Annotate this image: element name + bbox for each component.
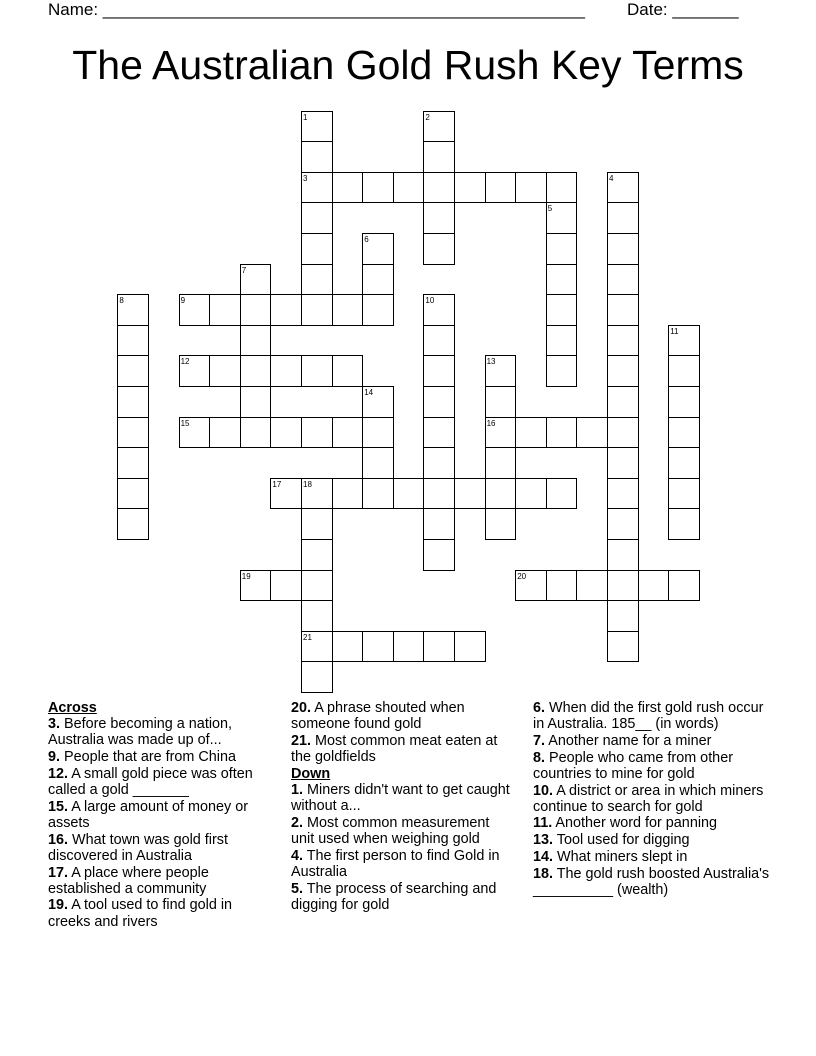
crossword-cell[interactable]	[423, 447, 455, 479]
crossword-cell[interactable]	[362, 447, 394, 479]
clue-item	[291, 782, 516, 814]
crossword-cell[interactable]	[301, 355, 333, 387]
crossword-cell[interactable]	[270, 478, 302, 510]
crossword-cell[interactable]	[515, 417, 547, 449]
crossword-cell[interactable]	[668, 508, 700, 540]
clue-item-number: 13.	[533, 832, 554, 849]
crossword-cell[interactable]	[117, 478, 149, 510]
crossword-cell[interactable]	[607, 508, 639, 540]
crossword-cell[interactable]	[179, 294, 211, 326]
crossword-cell[interactable]	[668, 417, 700, 449]
clue-item-text: The process of searching and digging for gold	[291, 880, 497, 913]
clue-number: 19	[241, 571, 251, 581]
crossword-cell[interactable]	[362, 417, 394, 449]
crossword-cell[interactable]	[362, 631, 394, 663]
crossword-cell[interactable]	[270, 417, 302, 449]
clue-item-number: 5.	[291, 880, 304, 897]
clue-item	[291, 815, 516, 847]
crossword-cell[interactable]	[423, 202, 455, 234]
clue-item-number: 6.	[533, 700, 546, 716]
crossword-cell[interactable]	[393, 631, 425, 663]
clue-number: 2	[425, 112, 430, 122]
clue-item	[291, 700, 516, 732]
clue-item	[48, 766, 270, 798]
clue-item	[291, 733, 516, 765]
crossword-cell[interactable]	[423, 111, 455, 143]
clue-item-text: The gold rush boosted Australia's __________ (wealth)	[533, 865, 770, 898]
clue-item-text: A small gold piece was often called a gold _______	[48, 765, 253, 799]
clue-item-number: 9.	[48, 749, 61, 766]
clue-item-text: When did the first gold rush occur in Australia. 185__ (in words)	[533, 700, 764, 733]
clue-number: 8	[119, 296, 124, 306]
crossword-cell[interactable]	[638, 570, 670, 602]
clue-item-number: 16.	[48, 831, 69, 848]
crossword-cell[interactable]	[607, 355, 639, 387]
crossword-cell[interactable]	[117, 325, 149, 357]
crossword-cell[interactable]	[362, 386, 394, 418]
across-clue-list	[48, 716, 270, 930]
crossword-cell[interactable]	[240, 355, 272, 387]
clue-item	[48, 716, 270, 748]
clue-item-number: 7.	[533, 732, 546, 749]
clue-item-number: 15.	[48, 798, 69, 815]
crossword-cell[interactable]	[240, 325, 272, 357]
crossword-cell[interactable]	[454, 172, 486, 204]
clue-item	[533, 815, 773, 831]
clue-item	[533, 849, 773, 865]
crossword-cell[interactable]	[546, 417, 578, 449]
clue-item	[291, 848, 516, 880]
crossword-cell[interactable]	[607, 264, 639, 296]
clue-item-text: People that are from China	[60, 749, 236, 766]
clue-item-number: 21.	[291, 732, 312, 749]
across-heading: Across	[48, 700, 97, 716]
crossword-cell[interactable]	[209, 294, 241, 326]
crossword-cell[interactable]	[332, 478, 364, 510]
crossword-cell[interactable]	[270, 294, 302, 326]
crossword-cell[interactable]	[423, 141, 455, 173]
crossword-cell[interactable]	[546, 172, 578, 204]
clue-column-1	[48, 700, 270, 930]
crossword-cell[interactable]	[546, 325, 578, 357]
clue-number: 11	[670, 326, 679, 336]
clue-item	[48, 799, 270, 831]
down-heading: Down	[291, 765, 331, 782]
clue-item-text: A tool used to find gold in creeks and rivers	[48, 897, 233, 930]
crossword-cell[interactable]	[393, 172, 425, 204]
clue-item-number: 4.	[291, 847, 304, 864]
crossword-cell[interactable]	[668, 570, 700, 602]
crossword-cell[interactable]	[515, 172, 547, 204]
clue-column-2	[291, 700, 516, 914]
clue-number: 10	[425, 296, 435, 306]
crossword-cell[interactable]	[607, 447, 639, 479]
crossword-cell[interactable]	[240, 294, 272, 326]
clue-item-number: 19.	[48, 897, 69, 914]
crossword-cell[interactable]	[362, 478, 394, 510]
clue-item-number: 1.	[291, 782, 304, 799]
clue-item-number: 11.	[533, 815, 553, 832]
crossword-cell[interactable]	[301, 508, 333, 540]
crossword-cell[interactable]	[301, 172, 333, 204]
clue-number: 3	[303, 173, 308, 183]
crossword-cell[interactable]	[117, 417, 149, 449]
clue-item-number: 2.	[291, 814, 304, 831]
crossword-cell[interactable]	[179, 417, 211, 449]
clue-item-text: Before becoming a nation, Australia was made up of...	[48, 716, 233, 749]
crossword-cell[interactable]	[607, 233, 639, 265]
clue-item	[533, 700, 773, 732]
crossword-cell[interactable]	[301, 264, 333, 296]
crossword-cell[interactable]	[546, 202, 578, 234]
crossword-cell[interactable]	[423, 294, 455, 326]
date-field-label: Date: _______	[627, 0, 739, 19]
crossword-cell[interactable]	[423, 631, 455, 663]
crossword-cell[interactable]	[393, 478, 425, 510]
crossword-cell[interactable]	[423, 417, 455, 449]
crossword-cell[interactable]	[301, 417, 333, 449]
crossword-cell[interactable]	[485, 417, 517, 449]
crossword-cell[interactable]	[485, 386, 517, 418]
crossword-cell[interactable]	[332, 631, 364, 663]
crossword-cell[interactable]	[362, 264, 394, 296]
clue-number: 1	[303, 112, 308, 122]
clue-item	[48, 749, 270, 765]
crossword-cell[interactable]	[485, 508, 517, 540]
crossword-cell[interactable]	[332, 355, 364, 387]
crossword-cell[interactable]	[668, 355, 700, 387]
name-field-label: Name: ___________________________________________________	[48, 0, 585, 19]
crossword-cell[interactable]	[546, 355, 578, 387]
crossword-cell[interactable]	[668, 386, 700, 418]
clue-number: 12	[180, 357, 190, 367]
crossword-cell[interactable]	[362, 172, 394, 204]
crossword-cell[interactable]	[301, 478, 333, 510]
crossword-cell[interactable]	[301, 631, 333, 663]
crossword-cell[interactable]	[607, 417, 639, 449]
crossword-cell[interactable]	[301, 111, 333, 143]
clue-item-number: 17.	[48, 864, 69, 881]
clue-item-number: 10.	[533, 782, 554, 799]
clue-item	[533, 733, 773, 749]
clue-number: 6	[364, 235, 369, 244]
clue-item-text: What town was gold first discovered in Australia	[48, 831, 228, 864]
crossword-cell[interactable]	[423, 386, 455, 418]
crossword-cell[interactable]	[301, 600, 333, 632]
crossword-cell[interactable]	[301, 233, 333, 265]
crossword-cell[interactable]	[515, 570, 547, 602]
crossword-cell[interactable]	[117, 508, 149, 540]
crossword-cell[interactable]	[607, 172, 639, 204]
clue-item	[533, 750, 773, 782]
crossword-cell[interactable]	[485, 478, 517, 510]
clue-number: 14	[364, 388, 374, 397]
crossword-cell[interactable]	[607, 202, 639, 234]
down-clue-list	[291, 782, 516, 913]
clue-number: 17	[272, 479, 282, 489]
crossword-cell[interactable]	[117, 386, 149, 418]
crossword-cell[interactable]	[423, 172, 455, 204]
page-title: The Australian Gold Rush Key Terms	[72, 42, 744, 88]
crossword-cell[interactable]	[179, 355, 211, 387]
clue-item	[533, 832, 773, 848]
crossword-cell[interactable]	[546, 294, 578, 326]
crossword-cell[interactable]	[546, 478, 578, 510]
clue-item	[48, 865, 270, 897]
crossword-cell[interactable]	[576, 417, 608, 449]
crossword-cell[interactable]	[209, 417, 241, 449]
clue-item	[291, 881, 516, 913]
crossword-cell[interactable]	[423, 508, 455, 540]
clue-item	[48, 897, 270, 929]
clue-item	[533, 866, 773, 898]
crossword-cell[interactable]	[546, 233, 578, 265]
clue-item-number: 20.	[291, 700, 312, 716]
clue-item-text: A large amount of money or assets	[48, 798, 249, 831]
clue-item-text: The first person to find Gold in Australia	[291, 847, 500, 881]
clue-item-text: A district or area in which miners continue to search for gold	[533, 782, 764, 815]
crossword-cell[interactable]	[485, 447, 517, 479]
crossword-cell[interactable]	[607, 294, 639, 326]
crossword-cell[interactable]	[607, 386, 639, 418]
clue-item-text: What miners slept in	[553, 848, 688, 865]
crossword-cell[interactable]	[607, 325, 639, 357]
crossword-cell[interactable]	[240, 417, 272, 449]
crossword-cell[interactable]	[607, 539, 639, 571]
crossword-cell[interactable]	[423, 325, 455, 357]
crossword-cell[interactable]	[668, 447, 700, 479]
crossword-cell[interactable]	[454, 478, 486, 510]
crossword-cell[interactable]	[270, 570, 302, 602]
crossword-cell[interactable]	[607, 600, 639, 632]
clue-item-number: 3.	[48, 716, 61, 733]
clue-number: 21	[303, 632, 312, 642]
clue-item-number: 18.	[533, 865, 554, 882]
clue-item-text: Tool used for digging	[553, 832, 690, 849]
clue-number: 13	[486, 357, 496, 367]
crossword-cell[interactable]	[607, 570, 639, 602]
crossword-cell[interactable]	[117, 355, 149, 387]
clue-item-text: Most common meat eaten at the goldfields	[291, 732, 498, 766]
down-clue-list-continued	[533, 700, 773, 898]
crossword-cell[interactable]	[607, 478, 639, 510]
clue-item-number: 12.	[48, 765, 69, 782]
clue-item-text: Miners didn't want to get caught without a...	[291, 782, 510, 815]
clue-number: 4	[609, 173, 614, 183]
clue-number: 18	[303, 479, 312, 489]
clue-item	[48, 832, 270, 864]
crossword-cell[interactable]	[546, 570, 578, 602]
clue-number: 9	[180, 296, 186, 306]
crossword-cell[interactable]	[668, 478, 700, 510]
crossword-cell[interactable]	[332, 417, 364, 449]
crossword-cell[interactable]	[301, 570, 333, 602]
crossword-cell[interactable]	[607, 631, 639, 663]
crossword-cell[interactable]	[423, 233, 455, 265]
crossword-cell[interactable]	[362, 233, 394, 265]
crossword-cell[interactable]	[301, 294, 333, 326]
crossword-cell[interactable]	[301, 661, 333, 693]
crossword-cell[interactable]	[240, 386, 272, 418]
clue-item-text: Another name for a miner	[545, 732, 712, 749]
clue-number: 7	[241, 265, 247, 275]
crossword-cell[interactable]	[301, 141, 333, 173]
crossword-cell[interactable]	[423, 478, 455, 510]
clue-item-text: Another word for panning	[552, 815, 718, 832]
clue-item-text: People who came from other countries to mine for gold	[533, 749, 733, 782]
crossword-cell[interactable]	[485, 172, 517, 204]
crossword-cell[interactable]	[240, 264, 272, 296]
crossword-cell[interactable]	[332, 294, 364, 326]
crossword-cell[interactable]	[668, 325, 700, 357]
crossword-cell[interactable]	[332, 172, 364, 204]
crossword-cell[interactable]	[117, 447, 149, 479]
crossword-cell[interactable]	[362, 294, 394, 326]
clue-item-text: A place where people established a community	[48, 864, 209, 897]
clue-number: 16	[486, 418, 496, 428]
crossword-cell[interactable]	[515, 478, 547, 510]
clue-item-text: Most common measurement unit used when weighing gold	[291, 814, 490, 848]
crossword-cell[interactable]	[209, 355, 241, 387]
clue-item-number: 14.	[533, 848, 554, 865]
crossword-cell[interactable]	[454, 631, 486, 663]
clue-number: 20	[517, 571, 527, 581]
crossword-cell[interactable]	[485, 355, 517, 387]
crossword-cell[interactable]	[117, 294, 149, 326]
crossword-cell[interactable]	[423, 539, 455, 571]
clue-item	[533, 783, 773, 815]
clue-item-text: A phrase shouted when someone found gold	[291, 700, 465, 733]
crossword-cell[interactable]	[270, 355, 302, 387]
clue-number: 5	[547, 204, 553, 214]
crossword-cell[interactable]	[546, 264, 578, 296]
crossword-cell[interactable]	[301, 202, 333, 234]
crossword-cell[interactable]	[576, 570, 608, 602]
clue-column-3	[533, 700, 773, 898]
clue-item-number: 8.	[533, 749, 546, 766]
crossword-cell[interactable]	[301, 539, 333, 571]
across-clue-list-continued	[291, 700, 516, 765]
crossword-cell[interactable]	[240, 570, 272, 602]
clue-number: 15	[180, 418, 190, 428]
crossword-cell[interactable]	[423, 355, 455, 387]
